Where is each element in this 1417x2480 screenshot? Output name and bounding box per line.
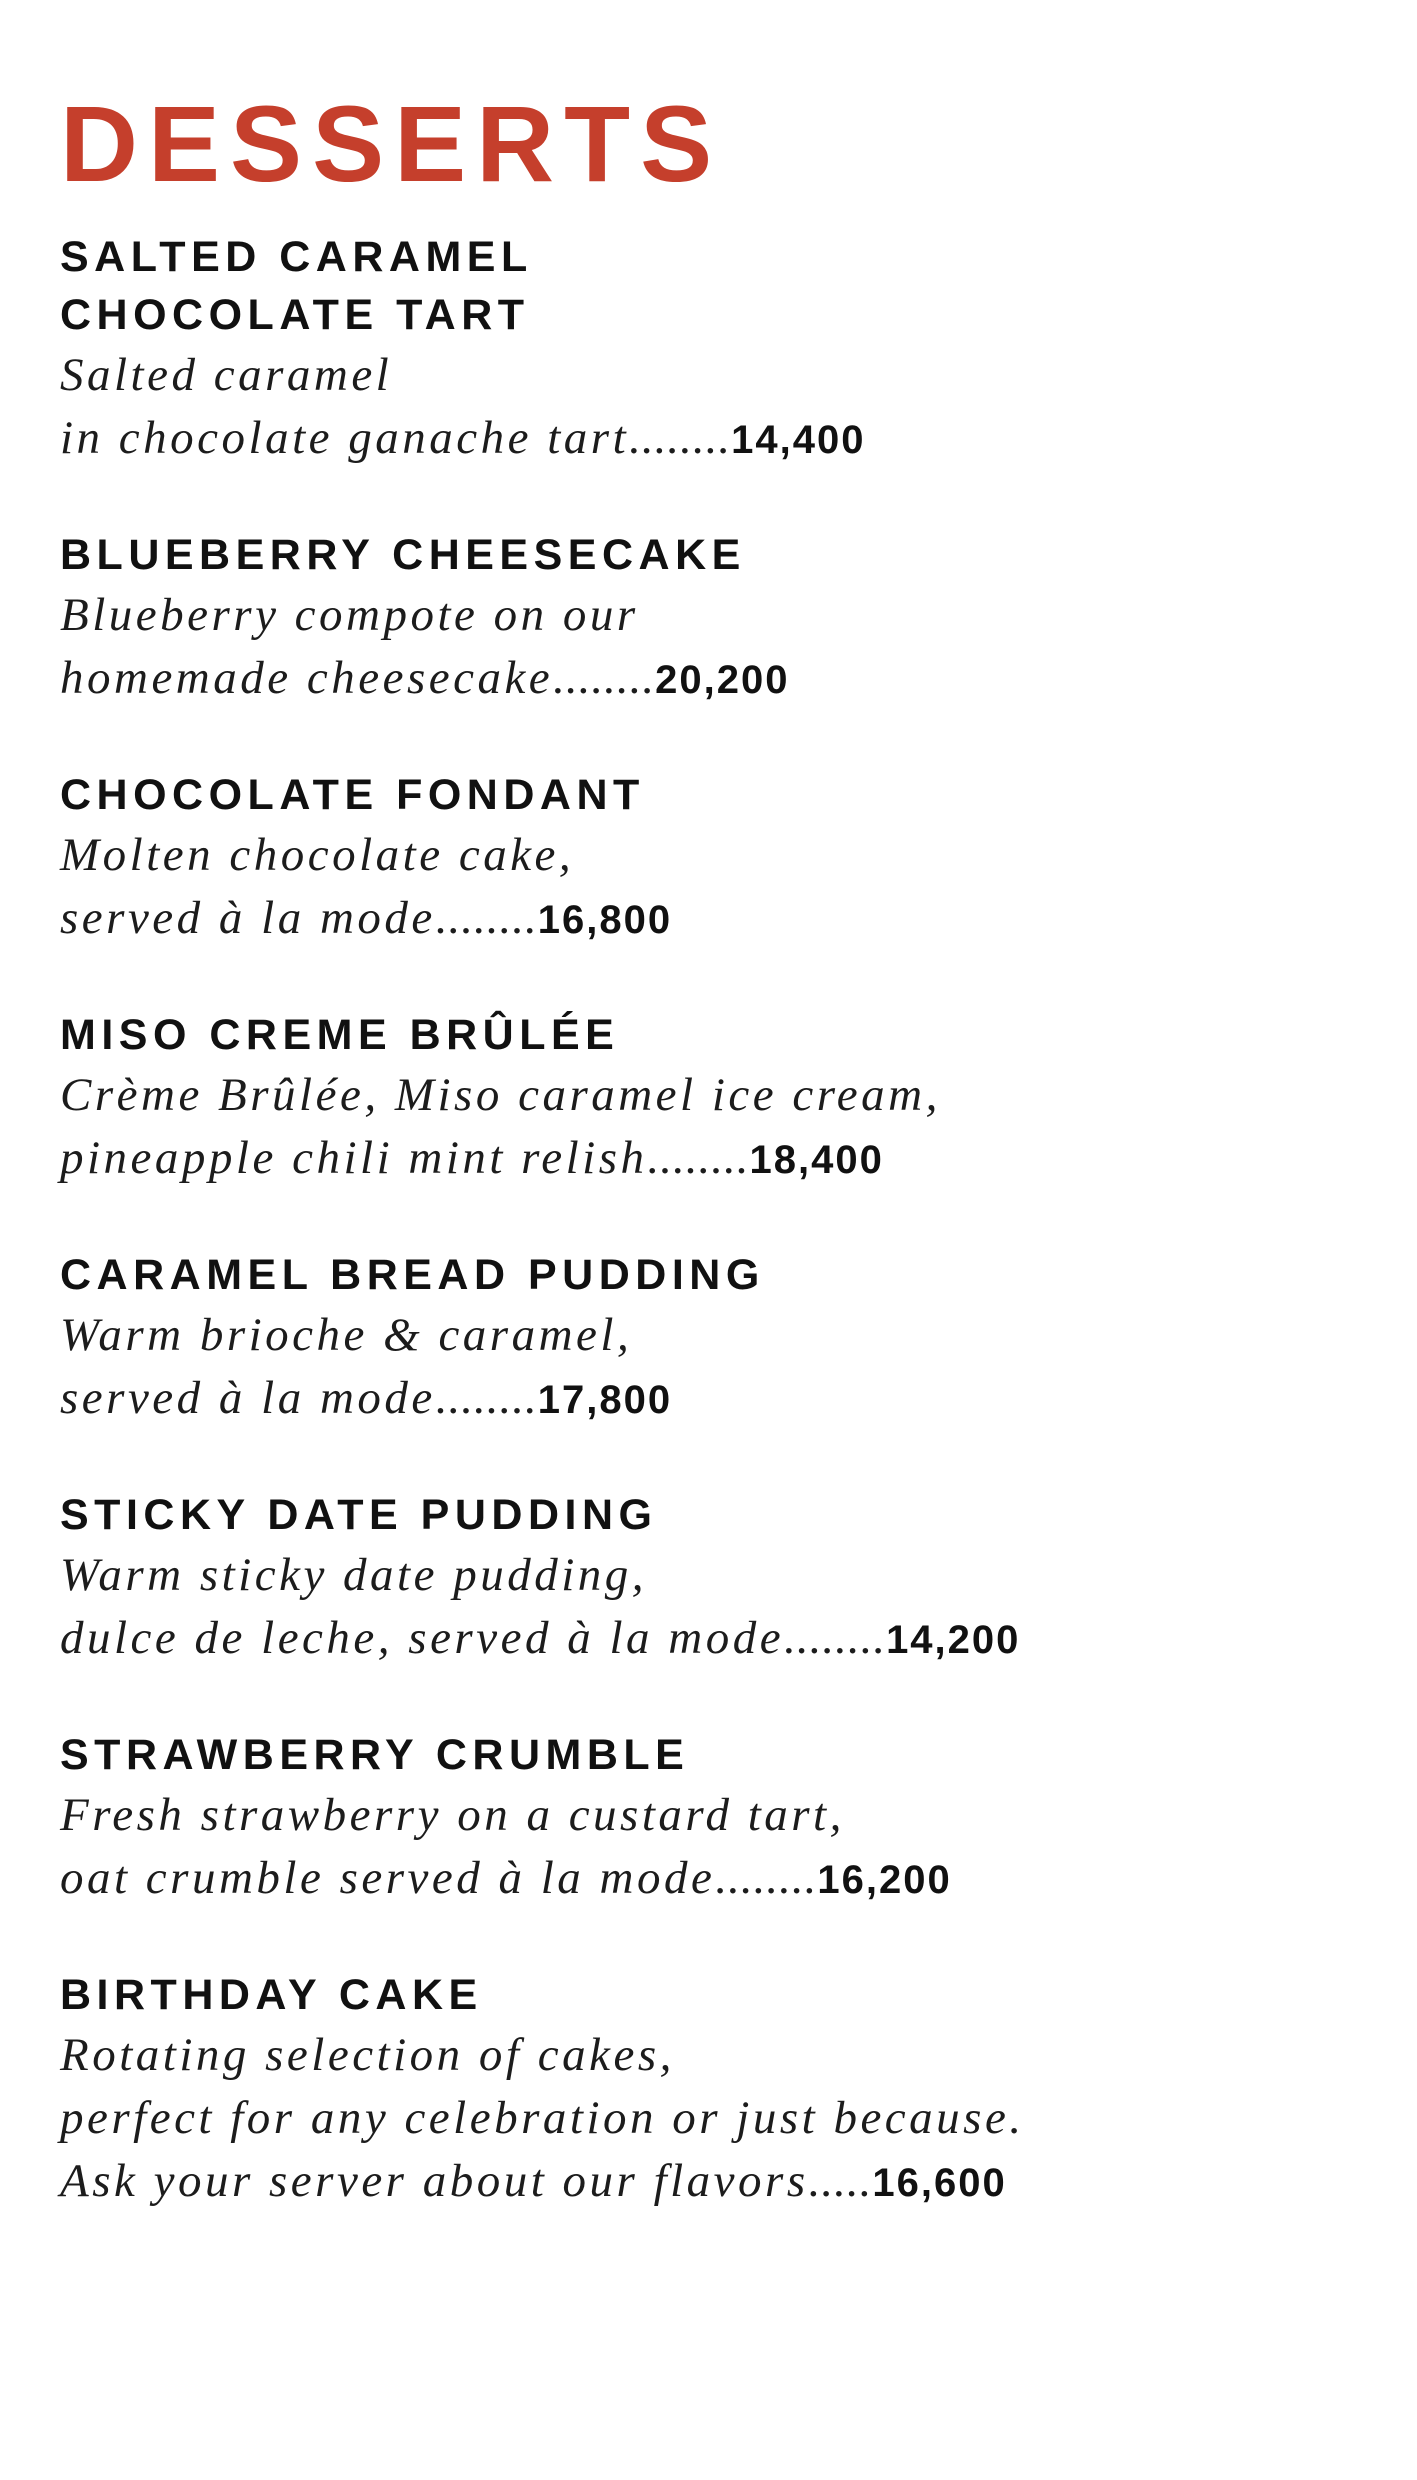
item-description-line xyxy=(60,2150,1360,2215)
item-description-line xyxy=(60,824,1360,887)
menu-item xyxy=(60,1726,1360,1912)
menu-item xyxy=(60,1246,1360,1432)
item-description-text: served à la mode xyxy=(60,1372,436,1424)
price-leader-dots: ........ xyxy=(715,1852,818,1904)
item-name-line: CARAMEL BREAD PUDDING xyxy=(60,1251,765,1299)
menu-item xyxy=(60,1486,1360,1672)
menu-item xyxy=(60,766,1360,952)
item-description-line xyxy=(60,1304,1360,1367)
item-price: 16,800 xyxy=(537,898,673,942)
item-description-text: oat crumble served à la mode xyxy=(60,1852,716,1904)
item-description xyxy=(60,344,1360,472)
item-description-line xyxy=(60,1784,1360,1847)
item-description-text: served à la mode xyxy=(60,892,436,944)
item-name xyxy=(60,766,1360,824)
item-description-line xyxy=(60,1847,1360,1912)
item-name xyxy=(60,228,1360,344)
price-leader-dots: ..... xyxy=(808,2155,873,2207)
item-price: 14,400 xyxy=(731,418,866,462)
item-name-line: MISO CREME BRÛLÉE xyxy=(60,1011,620,1059)
item-description-line xyxy=(60,1607,1360,1672)
item-description-text: homemade cheesecake xyxy=(60,652,554,704)
item-description-line xyxy=(60,2024,1360,2087)
item-price: 17,800 xyxy=(537,1378,673,1422)
menu-item-list xyxy=(60,228,1360,2269)
price-leader-dots: ........ xyxy=(553,652,656,704)
item-description-line xyxy=(60,887,1360,952)
menu-item xyxy=(60,1966,1360,2215)
menu-item xyxy=(60,1006,1360,1192)
menu-title: DESSERTS xyxy=(60,83,723,204)
item-name-line: CHOCOLATE TART xyxy=(60,291,530,339)
item-description-text: Blueberry compote on our xyxy=(60,589,639,641)
item-description-text: Warm sticky date pudding, xyxy=(60,1549,648,1601)
item-description-text: dulce de leche, served à la mode xyxy=(60,1612,785,1664)
item-description-text: Rotating selection of cakes, xyxy=(60,2029,675,2081)
menu-item xyxy=(60,526,1360,712)
item-description xyxy=(60,584,1360,712)
price-leader-dots: ........ xyxy=(629,412,732,464)
item-description xyxy=(60,1784,1360,1912)
item-name xyxy=(60,1246,1360,1304)
item-name xyxy=(60,1006,1360,1064)
item-name-line: SALTED CARAMEL xyxy=(60,233,533,281)
item-description xyxy=(60,1064,1360,1192)
item-price: 16,600 xyxy=(872,2161,1007,2205)
item-description-line xyxy=(60,2087,1360,2150)
item-description-line xyxy=(60,1127,1360,1192)
item-description-line xyxy=(60,1064,1360,1127)
price-leader-dots: ........ xyxy=(784,1612,887,1664)
item-price: 18,400 xyxy=(749,1138,884,1182)
item-name-line: BIRTHDAY CAKE xyxy=(60,1971,483,2019)
item-price: 20,200 xyxy=(655,658,790,702)
item-description xyxy=(60,1544,1360,1672)
price-leader-dots: ........ xyxy=(647,1132,750,1184)
item-description-text: Fresh strawberry on a custard tart, xyxy=(60,1789,845,1841)
item-description-text: pineapple chili mint relish xyxy=(60,1132,648,1184)
menu-item xyxy=(60,228,1360,472)
item-description-text: Salted caramel xyxy=(60,349,393,401)
item-price: 14,200 xyxy=(886,1618,1021,1662)
price-leader-dots: ........ xyxy=(435,892,538,944)
item-description-line xyxy=(60,584,1360,647)
item-description-line xyxy=(60,1367,1360,1432)
item-description-text: perfect for any celebration or just because. xyxy=(60,2092,1025,2144)
item-description xyxy=(60,2024,1360,2215)
item-name xyxy=(60,1966,1360,2024)
item-description xyxy=(60,824,1360,952)
item-name xyxy=(60,1726,1360,1784)
item-description-line xyxy=(60,344,1360,407)
item-price: 16,200 xyxy=(817,1858,952,1902)
item-name xyxy=(60,526,1360,584)
item-name-line: STRAWBERRY CRUMBLE xyxy=(60,1731,690,1779)
item-description-text: Crème Brûlée, Miso caramel ice cream, xyxy=(60,1069,941,1121)
item-description-line xyxy=(60,647,1360,712)
item-description-text: Molten chocolate cake, xyxy=(60,829,575,881)
item-description xyxy=(60,1304,1360,1432)
item-description-line xyxy=(60,1544,1360,1607)
price-leader-dots: ........ xyxy=(435,1372,538,1424)
item-description-text: Ask your server about our flavors xyxy=(60,2155,809,2207)
item-name-line: CHOCOLATE FONDANT xyxy=(60,771,645,819)
item-name-line: BLUEBERRY CHEESECAKE xyxy=(60,531,746,579)
item-description-text: in chocolate ganache tart xyxy=(60,412,630,464)
item-description-text: Warm brioche & caramel, xyxy=(60,1309,633,1361)
item-name xyxy=(60,1486,1360,1544)
item-description-line xyxy=(60,407,1360,472)
item-name-line: STICKY DATE PUDDING xyxy=(60,1491,658,1539)
